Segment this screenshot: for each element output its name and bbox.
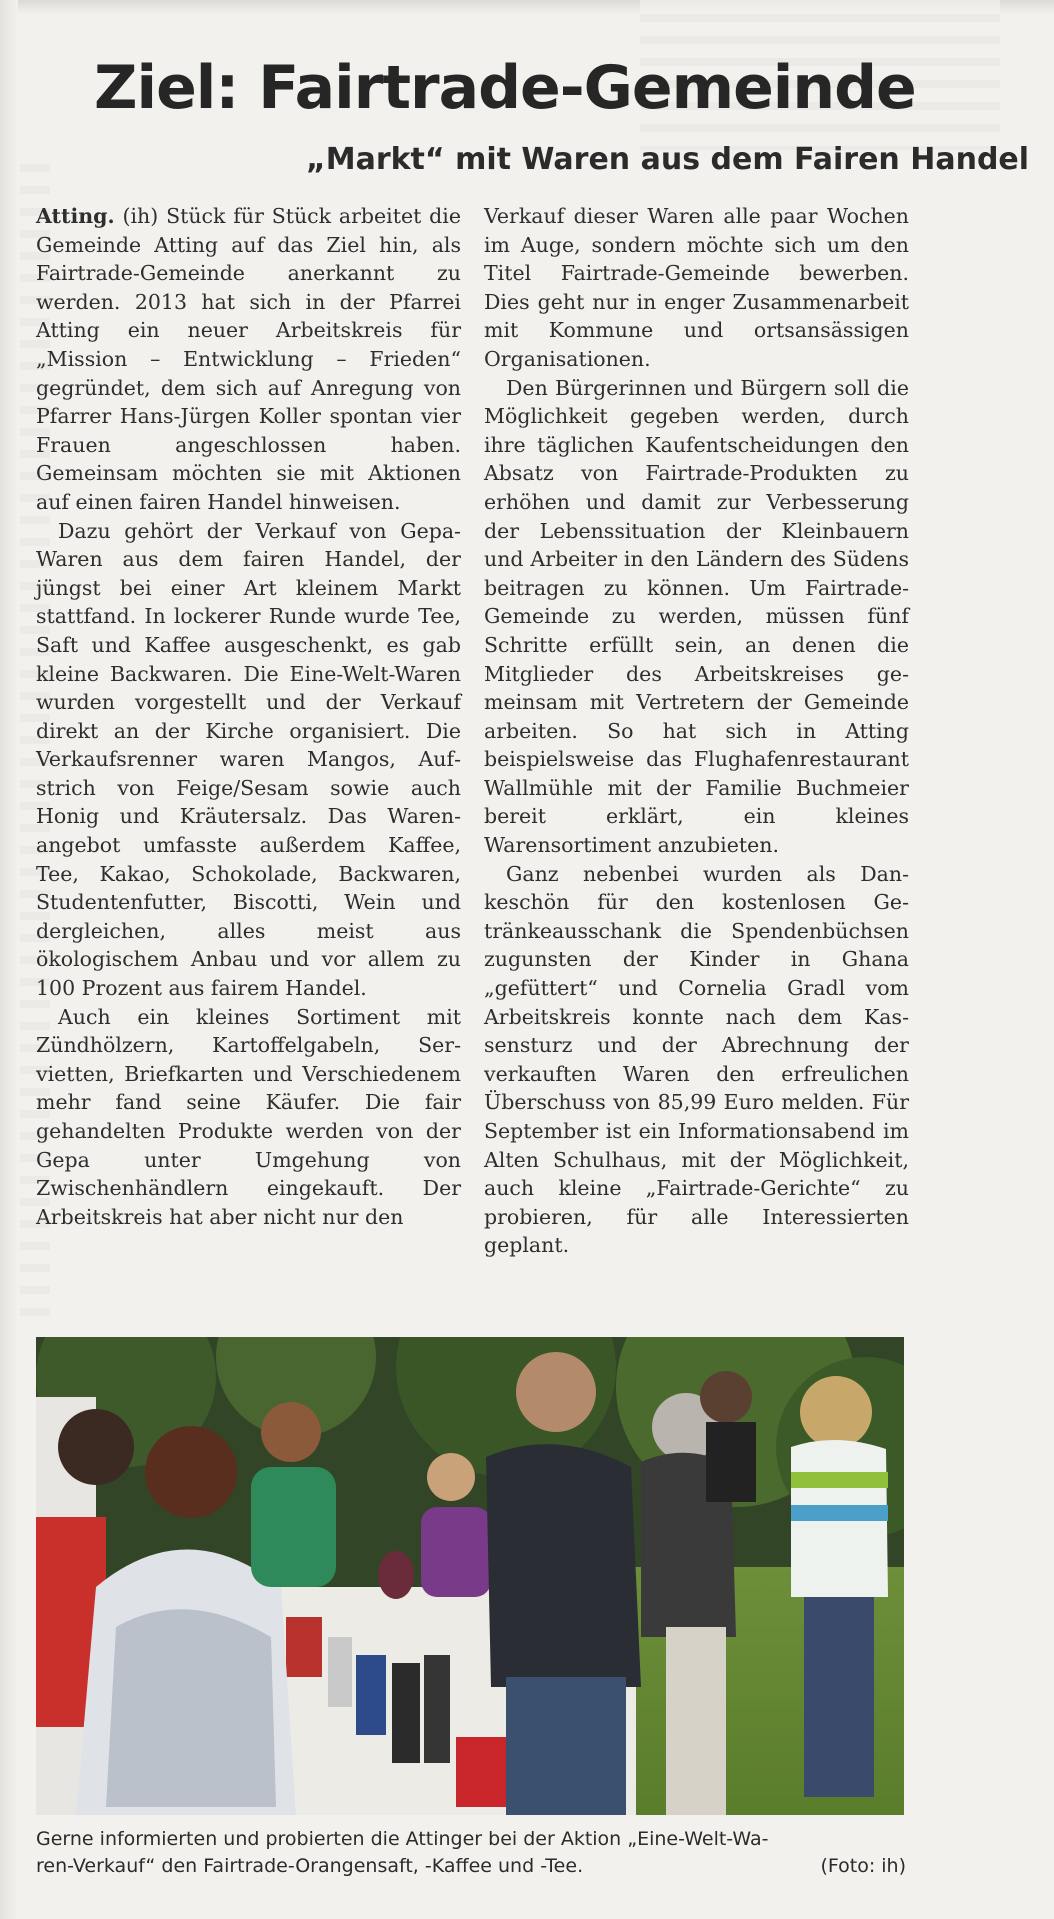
paragraph-1 bbox=[36, 202, 461, 517]
dateline: Atting. bbox=[36, 204, 115, 228]
caption-line-2: ren-Verkauf“ den Fairtrade-Orangensaft, -Kaffee und -Tee. bbox=[36, 1855, 584, 1877]
paragraph-1-text: (ih) Stück für Stück arbeitet die Gemeinde Atting auf das Ziel hin, als Fairtrade-Gemeinde anerkannt zu werden. 2013 hat sich in der Pfarrei Atting ein neuer Arbeitskreis für „Mission – Entwicklung – Frieden“ gegründet, dem sich auf Anregung von Pfarrer Hans-Jürgen Koller spontan vier Frauen angeschlossen haben. Gemeinsam möchten sie mit Aktionen auf einen fairen Handel hinweisen. bbox=[36, 204, 461, 514]
headline: Ziel: Fairtrade-Gemeinde bbox=[94, 53, 916, 123]
scan-edge-left bbox=[0, 0, 18, 1919]
paragraph-3-part2: Verkauf dieser Waren alle paar Wochen im Auge, sondern möchte sich um den Titel Fairtrade-Gemeinde bewerben. Dies geht nur in enger Zusammenarbeit mit Kommune und ortsansässigen Organisationen. bbox=[484, 204, 909, 371]
article-column-left bbox=[36, 202, 461, 1231]
article-column-right bbox=[484, 202, 909, 1260]
paragraph-2: Dazu gehört der Verkauf von Gepa-Waren aus dem fairen Handel, der jüngst bei einer Art kleinem Markt stattfand. In lockerer Runde wurde Tee, Saft und Kaffee ausgeschenkt, es gab kleine Backwaren. Die Eine-Welt-Waren wurden vorgestellt und der Verkauf direkt an der Kirche organisiert. Die Verkaufsrenner waren Mangos, Aufstrich von Feige/Sesam sowie auch Honig und Kräutersalz. Das Warenangebot umfasste außerdem Kaffee, Tee, Kakao, Schokolade, Backwaren, Studentenfutter, Biscotti, Wein und dergleichen, alles meist aus ökologischem Anbau und vor allem zu 100 Prozent aus fairem Handel. bbox=[36, 518, 461, 1001]
subheadline: „Markt“ mit Waren aus dem Fairen Handel bbox=[306, 142, 1030, 177]
paragraph-4: Den Bürgerinnen und Bürgern soll die Möglichkeit gegeben werden, durch ihre täglichen Kaufentscheidungen den Absatz von Fairtrade-Produkten zu erhöhen und damit zur Verbesserung der Lebenssituation der Kleinbauern und Arbeiter in den Ländern des Südens beitragen zu können. Um Fairtrade-Gemeinde zu werden, müssen fünf Schritte erfüllt sein, an denen die Mitglieder des Arbeitskreises gemeinsam mit Vertretern der Gemeinde arbeiten. So hat sich in Atting beispielsweise das Flughafenrestaurant Wallmühle mit der Familie Buchmeier bereit erklärt, ein kleines Warensortiment anzubieten. bbox=[484, 375, 909, 858]
paragraph-3-part1: Auch ein kleines Sortiment mit Zündhölzern, Kartoffelgabeln, Servietten, Briefkarten und Verschiedenem mehr fand seine Käufer. Die fair gehandelten Produkte werden von der Gepa unter Umgehung von Zwischenhändlern eingekauft. Der Arbeitskreis hat aber nicht nur den bbox=[36, 1004, 461, 1229]
market-photo-illustration bbox=[36, 1337, 904, 1815]
photo-caption bbox=[36, 1826, 906, 1880]
paragraph-5: Ganz nebenbei wurden als Dankeschön für den kostenlosen Getränkeausschank die Spendenbüchsen zugunsten der Kinder in Ghana „gefüttert“ und Cornelia Gradl vom Arbeitskreis konnte nach dem Kassensturz und der Abrechnung der verkauften Waren den erfreulichen Überschuss von 85,99 Euro melden. Für September ist ein Informationsabend im Alten Schulhaus, mit der Möglichkeit, auch kleine „Fairtrade-Gerichte“ zu probieren, für alle Interessierten geplant. bbox=[484, 861, 909, 1258]
caption-line-2-row bbox=[36, 1853, 906, 1880]
photo-credit: (Foto: ih) bbox=[820, 1855, 906, 1877]
market-photo bbox=[36, 1337, 904, 1815]
caption-line-1: Gerne informierten und probierten die Attinger bei der Aktion „Eine-Welt-Wa- bbox=[36, 1828, 769, 1850]
